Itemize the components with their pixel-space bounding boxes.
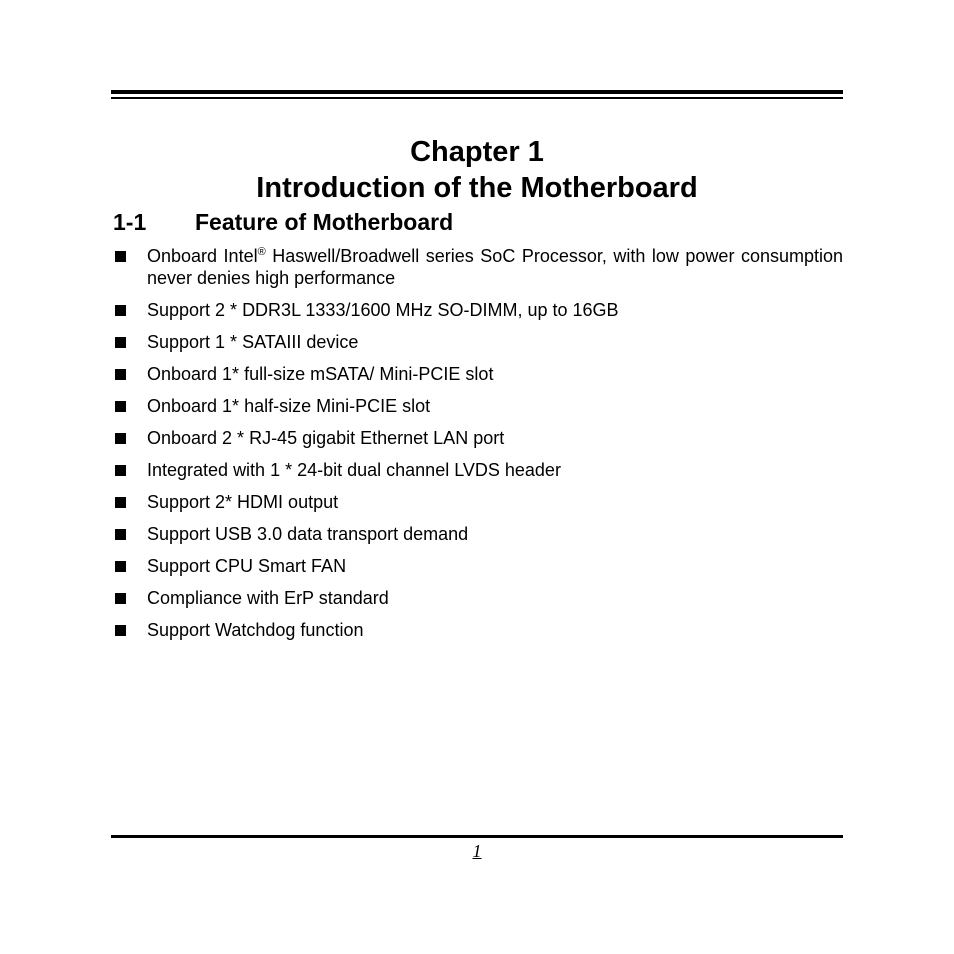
registered-mark: ® xyxy=(257,246,266,258)
feature-item xyxy=(113,245,843,289)
feature-item xyxy=(113,299,843,321)
feature-item xyxy=(113,331,843,353)
square-bullet-icon xyxy=(115,593,126,604)
feature-text: Compliance with ErP standard xyxy=(147,588,389,608)
feature-text: Support USB 3.0 data transport demand xyxy=(147,524,469,544)
square-bullet-icon xyxy=(115,561,126,572)
feature-item xyxy=(113,491,843,513)
square-bullet-icon xyxy=(115,433,126,444)
section-heading xyxy=(113,207,843,237)
square-bullet-icon xyxy=(115,369,126,380)
square-bullet-icon xyxy=(115,625,126,636)
page-number: 1 xyxy=(472,841,482,861)
section-number: 1-1 xyxy=(113,209,147,235)
feature-item xyxy=(113,459,843,481)
feature-item xyxy=(113,587,843,609)
square-bullet-icon xyxy=(115,251,126,262)
feature-list xyxy=(113,245,843,651)
feature-text: Support 2 * DDR3L 1333/1600 MHz SO-DIMM, up to 16GB xyxy=(147,300,619,320)
feature-item xyxy=(113,555,843,577)
square-bullet-icon xyxy=(115,465,126,476)
header-rule-thin xyxy=(111,97,843,99)
section-title: Feature of Motherboard xyxy=(195,209,454,235)
chapter-title xyxy=(111,134,843,206)
feature-text: Support Watchdog function xyxy=(147,620,364,640)
feature-text: Onboard 1* half-size Mini-PCIE slot xyxy=(147,396,431,416)
footer-rule xyxy=(111,835,843,838)
feature-item xyxy=(113,395,843,417)
feature-text-post: Haswell/Broadwell series SoC Processor, with low power consumption never denies high performance xyxy=(147,246,844,288)
feature-item xyxy=(113,619,843,641)
square-bullet-icon xyxy=(115,337,126,348)
feature-item xyxy=(113,523,843,545)
header-rule-thick xyxy=(111,90,843,94)
feature-text: Onboard 1* full-size mSATA/ Mini-PCIE slot xyxy=(147,364,494,384)
square-bullet-icon xyxy=(115,497,126,508)
feature-item xyxy=(113,363,843,385)
chapter-heading: Introduction of the Motherboard xyxy=(256,172,698,204)
square-bullet-icon xyxy=(115,529,126,540)
square-bullet-icon xyxy=(115,305,126,316)
feature-item xyxy=(113,427,843,449)
feature-text: Support 2* HDMI output xyxy=(147,492,339,512)
feature-text: Onboard 2 * RJ-45 gigabit Ethernet LAN port xyxy=(147,428,505,448)
feature-text: Support CPU Smart FAN xyxy=(147,556,347,576)
chapter-label: Chapter 1 xyxy=(410,136,544,168)
feature-text: Support 1 * SATAIII device xyxy=(147,332,359,352)
square-bullet-icon xyxy=(115,401,126,412)
feature-text-pre: Onboard Intel xyxy=(147,246,258,266)
feature-text: Integrated with 1 * 24-bit dual channel LVDS header xyxy=(147,460,561,480)
